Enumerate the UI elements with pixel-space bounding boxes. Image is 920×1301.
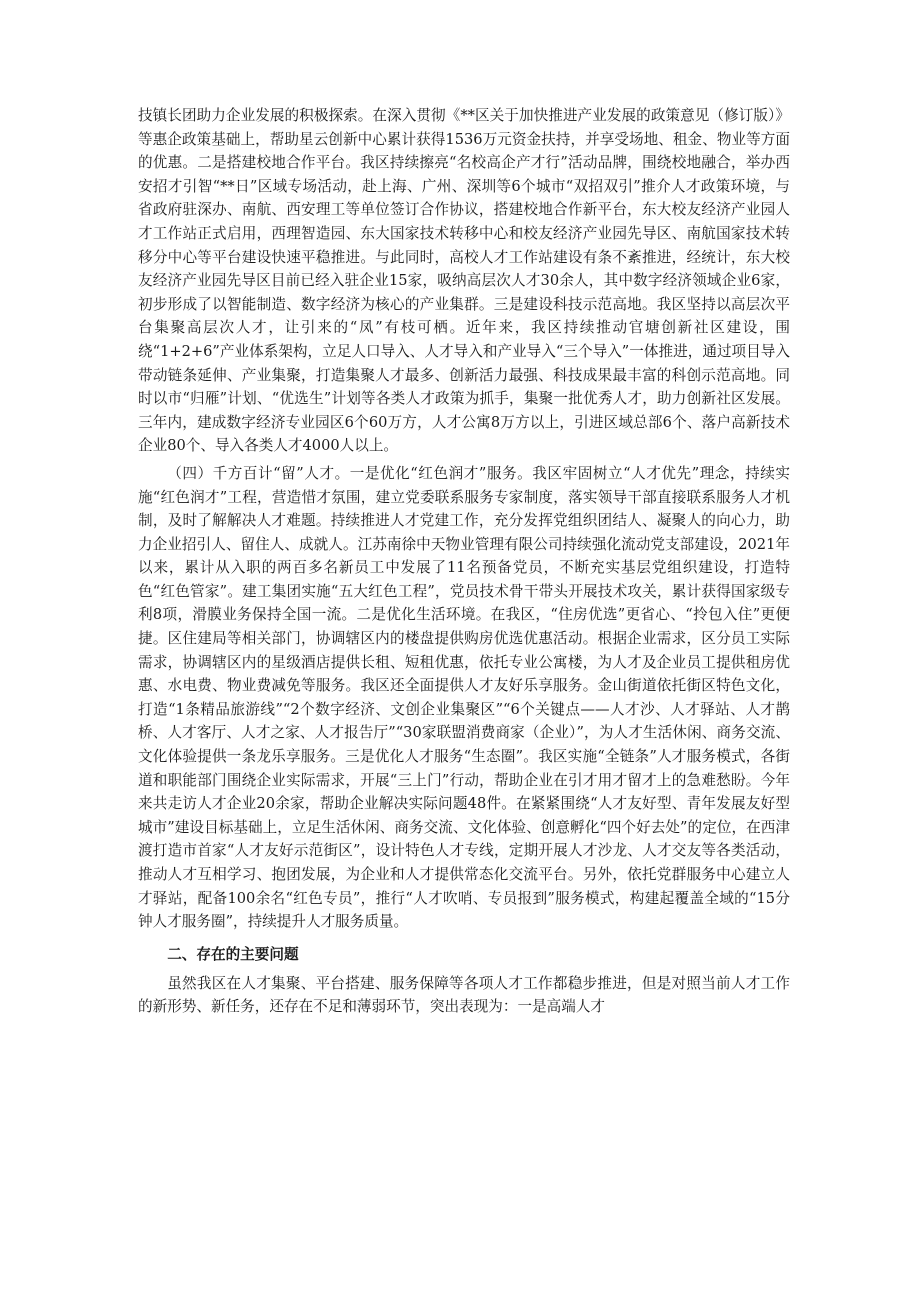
body-paragraph: 虽然我区在人才集聚、平台搭建、服务保障等各项人才工作都稳步推进，但是对照当前人才工作的新形势、新任务，还存在不足和薄弱环节，突出表现为：一是高端人才 [138,974,790,1016]
body-paragraph: 技镇长团助力企业发展的积极探索。在深入贯彻《**区关于加快推进产业发展的政策意见（修订版）》等惠企政策基础上，帮助星云创新中心累计获得1536万元资金扶持，并享受场地、租金、物业等方面的优惠。二是搭建校地合作平台。我区持续擦亮“名校高企产才行”活动品牌，围绕校地融合，举办西安招才引智“**日”区域专场活动，赴上海、广州、深圳等6个城市“双招双引”推介人才政策环境，与省政府驻深办、南航、西安理工等单位签订合作协议，搭建校地合作新平台，东大校友经济产业园人才工作站正式启用，西理智造园、东大国家技术转移中心和校友经济产业园先导区、南航国家技术转移分中心等平台建设快速平稳推进。与此同时，高校人才工作站建设有条不紊推进，经统计，东大校友经济产业园先导区目前已经入驻企业15家，吸纳高层次人才30余人，其中数字经济领域企业6家，初步形成了以智能制造、数字经济为核心的产业集群。三是建设科技示范高地。我区坚持以高层次平台集聚高层次人才，让引来的“凤”有枝可栖。近年来，我区持续推动官塘创新社区建设，围绕“1+2+6”产业体系架构，立足人口导入、人才导入和产业导入“三个导入”一体推进，通过项目导入带动链条延伸、产业集聚，打造集聚人才最多、创新活力最强、科技成果最丰富的科创示范高地。同时以市“归雁”计划、“优选生”计划等各类人才政策为抓手，集聚一批优秀人才，助力创新社区发展。三年内，建成数字经济专业园区6个60万方，人才公寓8万方以上，引进区域总部6个、落户高新技术企业80个、导入各类人才4000人以上。 [138,107,790,455]
body-paragraph: （四）千方百计“留”人才。一是优化“红色润才”服务。我区牢固树立“人才优先”理念，持续实施“红色润才”工程，营造惜才氛围，建立党委联系服务专家制度，落实领导干部直接联系服务人才机制，及时了解解决人才难题。持续推进人才党建工作，充分发挥党组织团结人、凝聚人的向心力，助力企业招引人、留住人、成就人。江苏南徐中天物业管理有限公司持续强化流动党支部建设，2021年以来，累计从入职的两百多名新员工中发展了11名预备党员，不断充实基层党组织建设，打造特色“红色管家”。建工集团实施“五大红色工程”，党员技术骨干带头开展技术攻关，累计获得国家级专利8项，滑膜业务保持全国一流。二是优化生活环境。在我区，“住房优选”更省心、“拎包入住”更便捷。区住建局等相关部门，协调辖区内的楼盘提供购房优选优惠活动。根据企业需求，区分员工实际需求，协调辖区内的星级酒店提供长租、短租优惠，依托专业公寓楼，为人才及企业员工提供租房优惠、水电费、物业费减免等服务。我区还全面提供人才友好乐享服务。金山街道依托街区特色文化，打造“1条精品旅游线”“2个数字经济、文创企业集聚区”“6个关键点——人才沙、人才驿站、人才鹊桥、人才客厅、人才之家、人才报告厅”“30家联盟消费商家（企业）”，为人才生活休闲、商务交流、文化体验提供一条龙乐享服务。三是优化人才服务“生态圈”。我区实施“全链条”人才服务模式，各街道和职能部门围绕企业实际需求，开展“三上门”行动，帮助企业在引才用才留才上的急难愁盼。今年来共走访人才企业20余家，帮助企业解决实际问题48件。在紧紧围绕“人才友好型、青年发展友好型城市”建设目标基础上，立足生活休闲、商务交流、文化体验、创意孵化“四个好去处”的定位，在西津渡打造市首家“人才友好示范街区”，设计特色人才专线，定期开展人才沙龙、人才交友等各类活动，推动人才互相学习、抱团发展，为企业和人才提供常态化交流平台。另外，依托党群服务中心建立人才驿站，配备100余名“红色专员”，推行“人才吹哨、专员报到”服务模式，构建起覆盖全域的“15分钟人才服务圈”，持续提升人才服务质量。 [138,464,790,931]
section-heading: 二、存在的主要问题 [167,945,299,963]
document-page [138,104,790,1019]
